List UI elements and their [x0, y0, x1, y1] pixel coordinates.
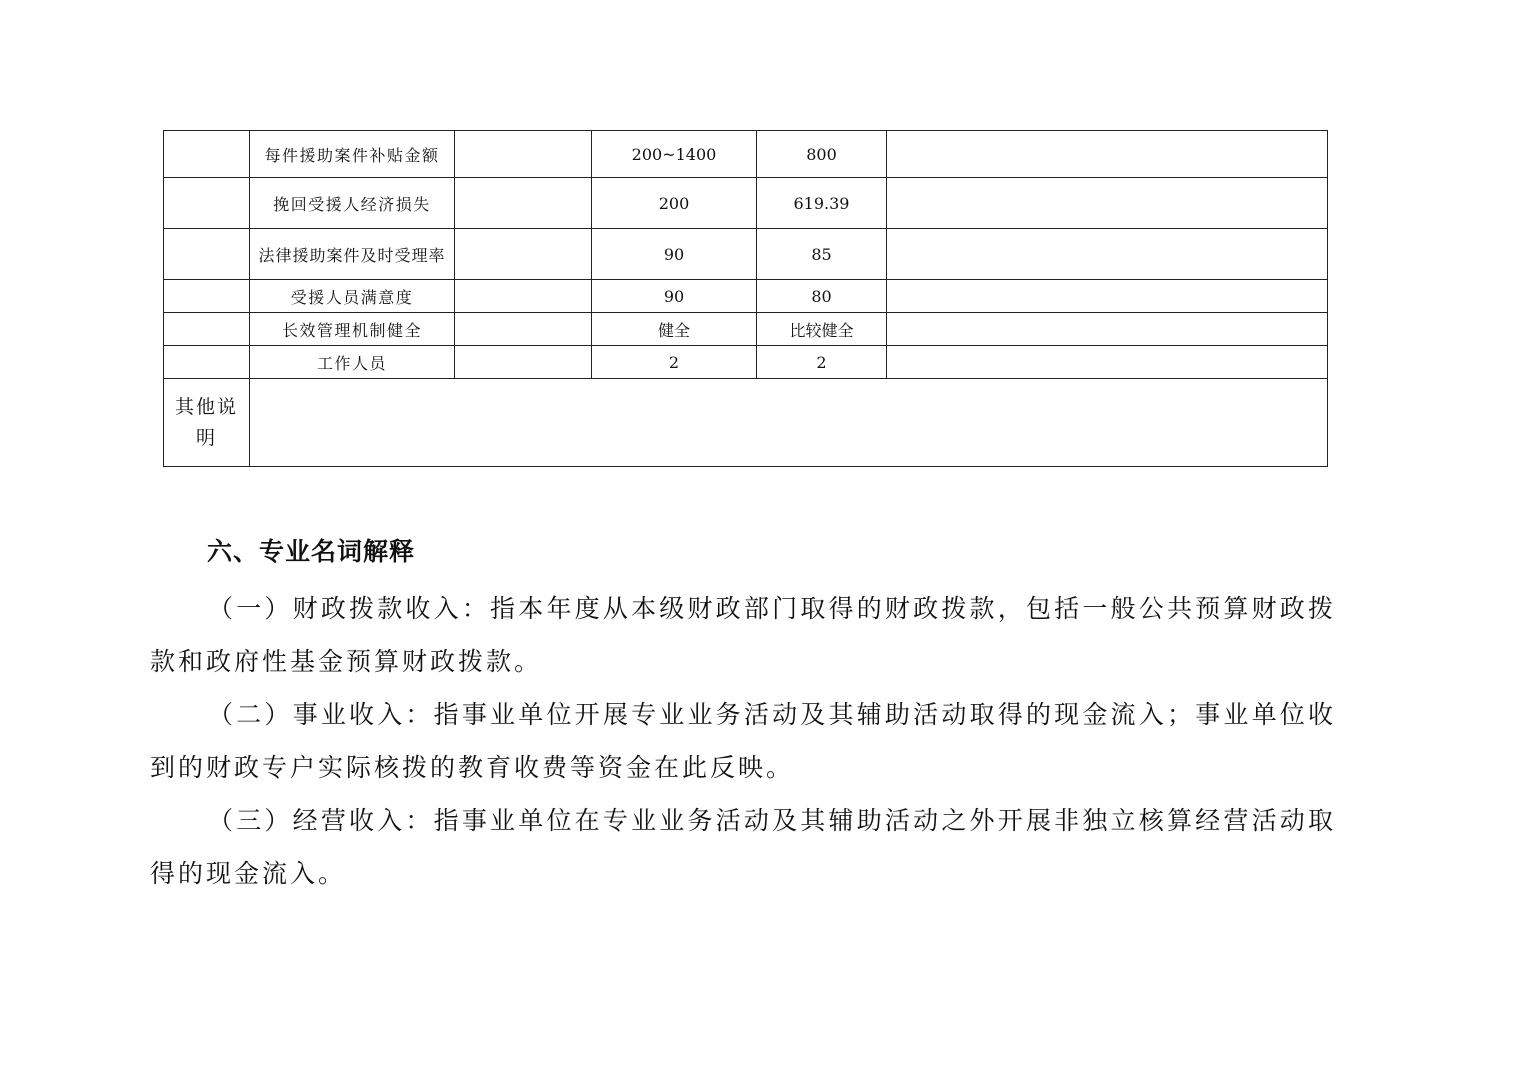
- table-row: [164, 229, 1328, 280]
- table-row: [164, 280, 1328, 313]
- indicator-name: 长效管理机制健全: [250, 313, 455, 346]
- actual-value: 比较健全: [757, 313, 887, 346]
- table-cell: [455, 346, 592, 379]
- definition-paragraph: （三）经营收入：指事业单位在专业业务活动及其辅助活动之外开展非独立核算经营活动取得的现金流入。: [150, 806, 1336, 888]
- table-cell: [164, 313, 250, 346]
- table-row: [164, 346, 1328, 379]
- indicator-name: 工作人员: [250, 346, 455, 379]
- table-row: [164, 131, 1328, 178]
- table-cell: [455, 313, 592, 346]
- target-value: 健全: [592, 313, 757, 346]
- other-notes-content: [250, 379, 1328, 467]
- table-cell: [164, 178, 250, 229]
- table-cell: [164, 131, 250, 178]
- table-cell: [164, 229, 250, 280]
- actual-value: 85: [757, 229, 887, 280]
- table-cell: [164, 280, 250, 313]
- actual-value: 619.39: [757, 178, 887, 229]
- table-cell: [164, 346, 250, 379]
- indicator-name: 挽回受援人经济损失: [250, 178, 455, 229]
- table-cell: [887, 178, 1328, 229]
- target-value: 90: [592, 229, 757, 280]
- table-cell: [887, 313, 1328, 346]
- target-value: 90: [592, 280, 757, 313]
- actual-value: 80: [757, 280, 887, 313]
- table-row: [164, 313, 1328, 346]
- table-cell: [455, 178, 592, 229]
- indicator-name: 受援人员满意度: [250, 280, 455, 313]
- definition-paragraph: （一）财政拨款收入：指本年度从本级财政部门取得的财政拨款，包括一般公共预算财政拨款和政府性基金预算财政拨款。: [150, 594, 1336, 676]
- table-cell: [455, 280, 592, 313]
- table-cell: [455, 229, 592, 280]
- indicator-name: 法律援助案件及时受理率: [250, 229, 455, 280]
- indicator-name: 每件援助案件补贴金额: [250, 131, 455, 178]
- table-cell: [887, 229, 1328, 280]
- other-notes-label: 其他说明: [164, 379, 250, 467]
- target-value: 200: [592, 178, 757, 229]
- actual-value: 2: [757, 346, 887, 379]
- table-cell: [887, 131, 1328, 178]
- table-row: [164, 178, 1328, 229]
- target-value: 2: [592, 346, 757, 379]
- definition-paragraph: （二）事业收入：指事业单位开展专业业务活动及其辅助活动取得的现金流入；事业单位收到的财政专户实际核拨的教育收费等资金在此反映。: [150, 700, 1336, 782]
- section-title: 六、专业名词解释: [207, 537, 416, 566]
- table-cell: [455, 131, 592, 178]
- actual-value: 800: [757, 131, 887, 178]
- target-value: 200~1400: [592, 131, 757, 178]
- performance-indicator-table: [163, 130, 1328, 467]
- table-cell: [887, 280, 1328, 313]
- table-row-other-notes: [164, 379, 1328, 467]
- table-cell: [887, 346, 1328, 379]
